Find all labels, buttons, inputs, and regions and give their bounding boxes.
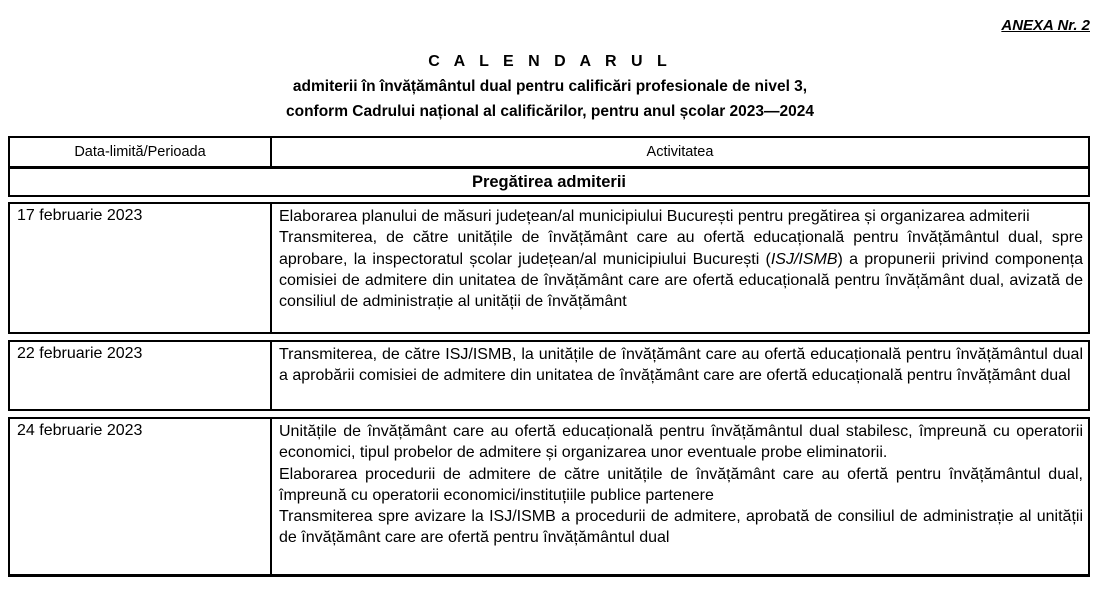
column-header-activity: Activitatea [646,144,714,160]
table-header-row [8,136,1090,169]
activity-paragraph: Unitățile de învățământ care au ofertă educațională pentru învățământul dual stabilesc, împreună cu operatorii economici, tipul probelor de admitere și organizarea unor eventuale probe eliminatorii. [279,423,1083,462]
document-subtitle-line2: conform Cadrului național al calificărilor, pentru anul școlar 2023—2024 [285,103,815,120]
date-cell: 22 februarie 2023 [10,342,272,409]
activity-paragraph: Transmiterea spre avizare la ISJ/ISMB a procedurii de admitere, aprobată de consiliul de administrație al unității de învățământ care are ofertă pentru învățământul dual [279,508,1083,547]
document-subtitle-line1: admiterii în învățământul dual pentru calificări profesionale de nivel 3, [292,78,808,95]
table-row [8,417,1090,577]
date-cell: 17 februarie 2023 [10,204,272,332]
date-cell: 24 februarie 2023 [10,419,272,574]
table-row [8,340,1090,411]
activity-paragraph: Transmiterea, de către ISJ/ISMB, la unitățile de învățământ care au ofertă educațională pentru învățământul dual a aprobării comisiei de admitere din unitatea de învățământ care are ofertă educațională pentru învățământ dual [279,346,1083,385]
activity-paragraph: Elaborarea planului de măsuri județean/al municipiului București pentru pregătirea și organizarea admiterii [279,208,1030,225]
activity-paragraph: Transmiterea, de către unitățile de învățământ care au ofertă educațională pentru învățământul dual, spre aprobare, la inspectoratul școlar județean/al municipiului București (ISJ/ISMB) a propunerii privind componența comisiei de admitere din unitatea de învățământ care are ofertă educațională pentru învățământ dual, avizată de consiliul de administrație al unității de învățământ [279,229,1083,311]
activity-cell [272,342,1088,409]
document-title: C A L E N D A R U L [428,53,672,70]
section-header: Pregătirea admiterii [8,169,1090,197]
activity-cell [272,204,1088,332]
table-body [8,202,1090,577]
document-title-block [0,53,1100,121]
table-row [8,202,1090,334]
activity-cell [272,419,1088,574]
activity-paragraph: Elaborarea procedurii de admitere de către unitățile de învățământ care au ofertă pentru învățământul dual, împreună cu operatorii economici/instituțiile publice partenere [279,465,1083,504]
annex-label: ANEXA Nr. 2 [1001,17,1090,34]
column-header-date: Data-limită/Perioada [10,138,272,166]
calendar-table [8,136,1090,577]
